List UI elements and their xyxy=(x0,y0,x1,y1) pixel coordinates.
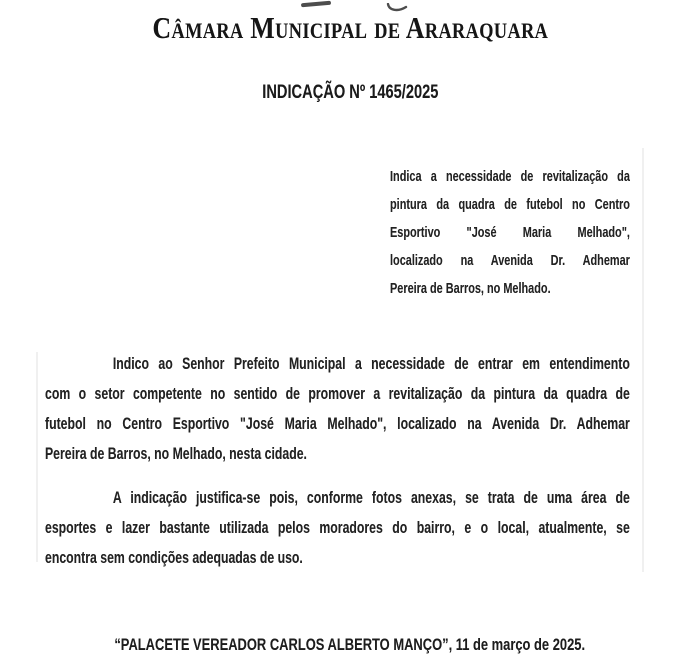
paragraph-line: esportes e lazer bastante utilizada pelos moradores do bairro, e o local, atualmente, se xyxy=(45,518,630,537)
paragraph-line: encontra sem condições adequadas de uso. xyxy=(45,548,303,567)
paragraph-line: Pereira de Barros, no Melhado, nesta cidade. xyxy=(45,444,307,463)
scan-shadow-right xyxy=(642,148,644,572)
ementa-line: Indica a necessidade de revitalização da xyxy=(390,168,630,185)
institution-name: Câmara Municipal de Araraquara xyxy=(152,10,548,45)
body-paragraph xyxy=(45,349,630,469)
document-number-text: INDICAÇÃO Nº 1465/2025 xyxy=(261,82,439,103)
paragraph-line: futebol no Centro Esportivo "José Maria Melhado", localizado na Avenida Dr. Adhemar xyxy=(45,414,630,433)
ementa-line: localizado na Avenida Dr. Adhemar xyxy=(390,252,630,269)
ementa-block xyxy=(390,163,630,303)
footer-dateline-text: “PALACETE VEREADOR CARLOS ALBERTO MANÇO”, 11 de março de 2025. xyxy=(114,635,586,654)
document-number-heading xyxy=(0,82,700,104)
ementa-line: Esportivo "José Maria Melhado", xyxy=(390,224,630,241)
paragraph-line: com o setor competente no sentido de promover a revitalização da pintura da quadra de xyxy=(45,384,630,403)
paragraph-line: A indicação justifica-se pois, conforme fotos anexas, se trata de uma área de xyxy=(112,488,630,507)
body-paragraph xyxy=(45,483,630,573)
ementa-line: pintura da quadra de futebol no Centro xyxy=(390,196,630,213)
letterhead xyxy=(0,10,700,46)
paragraph-line: Indico ao Senhor Prefeito Municipal a necessidade de entrar em entendimento xyxy=(112,354,630,373)
footer-dateline xyxy=(0,632,700,658)
scan-shadow-left xyxy=(36,352,38,562)
ementa-line: Pereira de Barros, no Melhado. xyxy=(390,280,551,297)
cropped-letterhead-artifact-dash xyxy=(301,1,331,7)
